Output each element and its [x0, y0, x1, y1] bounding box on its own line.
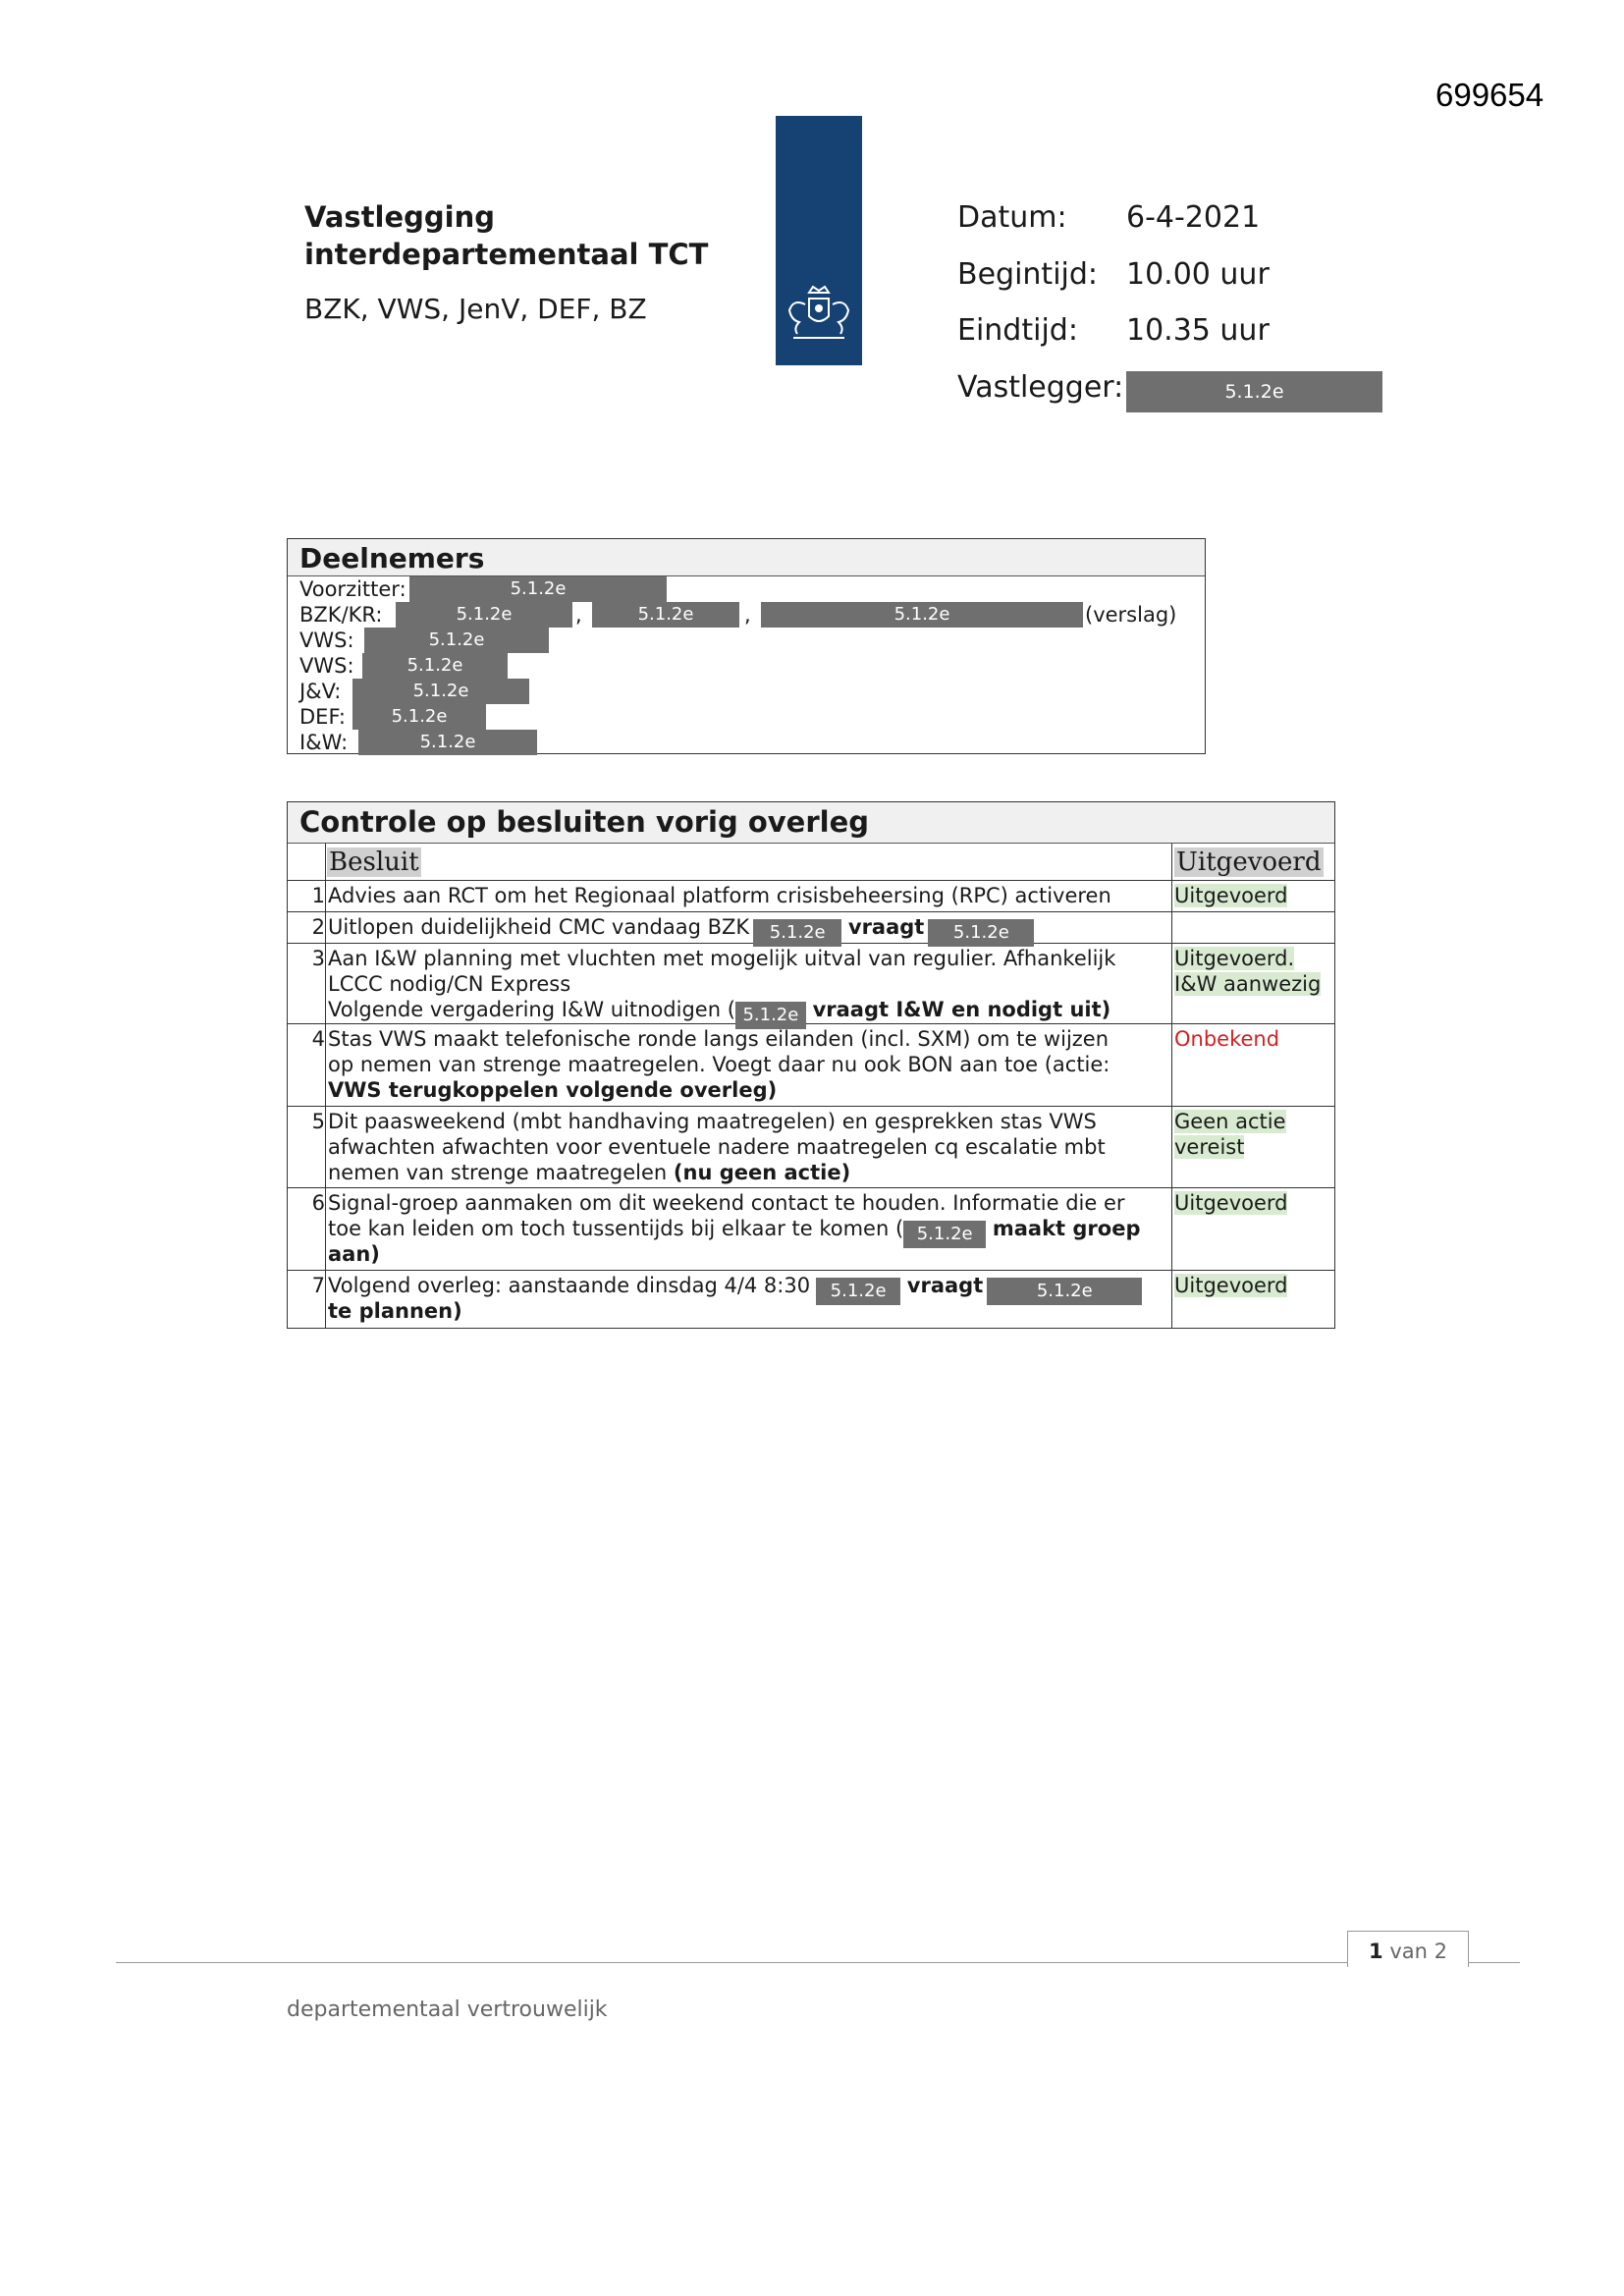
inline-redaction: 5.1.2e	[753, 919, 841, 947]
status-badge: Geen actie	[1174, 1110, 1286, 1133]
participant-redaction: 5.1.2e	[358, 730, 537, 755]
decision-text: op nemen van strenge maatregelen. Voegt daar nu ook BON aan toe (actie:	[328, 1053, 1110, 1076]
row-divider	[288, 1187, 1334, 1188]
row-divider	[288, 880, 1334, 881]
meta-begintijd	[957, 257, 1270, 292]
decision-text: te plannen)	[328, 1299, 462, 1323]
row-divider	[288, 911, 1334, 912]
row-number: 5	[311, 1110, 325, 1133]
datum-label: Datum:	[957, 200, 1067, 235]
participant-redaction: 5.1.2e	[592, 602, 739, 628]
status-badge: I&W aanwezig	[1174, 972, 1322, 996]
participant-redaction: 5.1.2e	[362, 653, 508, 679]
decision-text: VWS terugkoppelen volgende overleg)	[328, 1078, 778, 1102]
column-divider	[325, 844, 326, 1328]
participant-label: Voorzitter:	[299, 577, 406, 601]
decision-text: aan)	[328, 1242, 380, 1266]
participant-label: BZK/KR:	[299, 603, 383, 627]
row-number: 1	[311, 884, 325, 907]
decision-text: Volgende vergadering I&W uitnodigen ( 5.1.2e vraagt I&W en nodigt uit)	[328, 997, 1110, 1029]
row-number: 7	[311, 1274, 325, 1297]
footer-rule	[116, 1962, 1520, 1963]
row-divider	[288, 1106, 1334, 1107]
participant-row-vws-2	[299, 653, 463, 679]
datum-value: 6-4-2021	[1126, 200, 1261, 235]
status-badge: Uitgevoerd	[1174, 1191, 1288, 1215]
column-header-uitgevoerd: Uitgevoerd	[1176, 847, 1322, 877]
participant-row-vws-1	[299, 628, 485, 653]
decisions-heading: Controle op besluiten vorig overleg	[288, 802, 1334, 844]
decision-text: Advies aan RCT om het Regionaal platform crisisbeheersing (RPC) activeren	[328, 884, 1111, 907]
decision-text: afwachten afwachten voor eventuele nadere maatregelen cq escalatie mbt	[328, 1135, 1106, 1159]
eindtijd-label: Eindtijd:	[957, 313, 1078, 348]
row-divider	[288, 1270, 1334, 1271]
begintijd-label: Begintijd:	[957, 257, 1099, 292]
participant-label: VWS:	[299, 654, 354, 678]
inline-redaction: 5.1.2e	[987, 1278, 1142, 1305]
status-badge: vereist	[1174, 1135, 1245, 1159]
status-badge: Uitgevoerd	[1174, 884, 1288, 907]
coat-of-arms-icon	[776, 283, 862, 352]
inline-redaction: 5.1.2e	[816, 1278, 900, 1305]
status-badge: Onbekend	[1174, 1027, 1280, 1051]
decision-text: Uitlopen duidelijkheid CMC vandaag BZK 5.1.2e vraagt 5.1.2e	[328, 914, 1034, 947]
classification-label: departementaal vertrouwelijk	[287, 1997, 608, 2022]
participant-row-voorzitter	[299, 576, 567, 602]
page-indicator	[1347, 1931, 1469, 1967]
decision-text: toe kan leiden om toch tussentijds bij elkaar te komen ( 5.1.2e maakt groep	[328, 1216, 1140, 1248]
participant-separator: ,	[575, 603, 582, 627]
page-total: van 2	[1389, 1940, 1447, 1963]
participant-redaction: 5.1.2e	[364, 628, 549, 653]
logo-banner	[776, 116, 862, 365]
participant-suffix: (verslag)	[1085, 603, 1177, 627]
inline-redaction: 5.1.2e	[903, 1221, 986, 1248]
participant-redaction: 5.1.2e	[352, 704, 486, 730]
page-current: 1	[1369, 1940, 1383, 1963]
participant-redaction: 5.1.2e	[396, 602, 572, 628]
column-header-besluit: Besluit	[329, 847, 419, 877]
inline-redaction: 5.1.2e	[735, 1002, 806, 1029]
participant-label: I&W:	[299, 731, 349, 754]
meta-datum	[957, 200, 1260, 235]
vastlegger-redaction: 5.1.2e	[1126, 371, 1382, 412]
eindtijd-value: 10.35 uur	[1126, 313, 1270, 348]
row-number: 2	[311, 915, 325, 939]
participant-separator: ,	[744, 603, 751, 627]
title-line-2: interdepartementaal TCT	[304, 238, 709, 271]
participants-heading: Deelnemers	[288, 539, 1205, 576]
decision-text: Aan I&W planning met vluchten met mogelijk uitval van regulier. Afhankelijk	[328, 947, 1116, 970]
participant-label: DEF:	[299, 705, 346, 729]
meta-vastlegger	[957, 370, 1126, 405]
departments: BZK, VWS, JenV, DEF, BZ	[304, 293, 647, 325]
participant-label: J&V:	[299, 680, 342, 703]
participant-redaction: 5.1.2e	[352, 679, 529, 704]
document-number: 699654	[1435, 77, 1544, 113]
column-divider	[1171, 844, 1172, 1328]
decision-text: Dit paasweekend (mbt handhaving maatregelen) en gesprekken stas VWS	[328, 1110, 1097, 1133]
participant-row-iw	[299, 730, 476, 755]
decision-text: nemen van strenge maatregelen (nu geen actie)	[328, 1161, 851, 1184]
meta-eindtijd	[957, 313, 1270, 348]
row-number: 4	[311, 1027, 325, 1051]
participant-row-jv	[299, 679, 469, 704]
participant-redaction: 5.1.2e	[761, 602, 1083, 628]
inline-redaction: 5.1.2e	[928, 919, 1034, 947]
row-number: 3	[311, 947, 325, 970]
decision-text: Signal-groep aanmaken om dit weekend contact te houden. Informatie die er	[328, 1191, 1125, 1215]
decision-text: LCCC nodig/CN Express	[328, 972, 571, 996]
title-line-1: Vastlegging	[304, 200, 496, 234]
decision-text: Stas VWS maakt telefonische ronde langs eilanden (incl. SXM) om te wijzen	[328, 1027, 1110, 1051]
participants-box	[287, 538, 1206, 754]
participant-label: VWS:	[299, 629, 354, 652]
participant-row-def	[299, 704, 448, 730]
status-badge: Uitgevoerd.	[1174, 947, 1295, 970]
decisions-table	[287, 801, 1335, 1329]
begintijd-value: 10.00 uur	[1126, 257, 1270, 292]
vastlegger-label: Vastlegger:	[957, 370, 1124, 405]
row-number: 6	[311, 1191, 325, 1215]
status-badge: Uitgevoerd	[1174, 1274, 1288, 1297]
participant-row-bzk	[299, 602, 1183, 628]
document-title	[304, 198, 708, 273]
decision-text: Volgend overleg: aanstaande dinsdag 4/4 8:30 5.1.2e vraagt 5.1.2e	[328, 1273, 1142, 1305]
participant-redaction: 5.1.2e	[409, 576, 667, 602]
